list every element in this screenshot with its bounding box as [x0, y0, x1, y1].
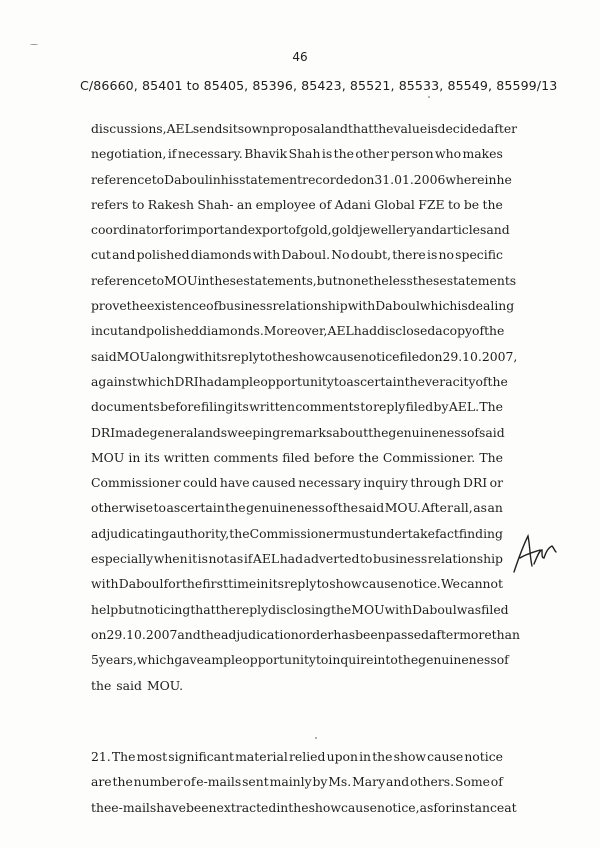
text-line: cut and polished diamonds with Daboul. No doubt, there is no specific: [91, 247, 503, 263]
text-line: discussions, AEL sends its own proposal and that the value is decided after: [91, 121, 518, 136]
text-line: are the number of e-mails sent mainly by Ms. Mary and others. Some of: [91, 774, 503, 790]
text-line: on 29.10.2007 and the adjudication order has been passed after more than: [91, 626, 520, 642]
text-line: the e-mails have been extracted in the show cause notice, as for instance at: [91, 799, 517, 815]
text-line: refers to Rakesh Shah- an employee of Adani Global FZE to be the: [91, 196, 503, 212]
text-line: reference to Daboul in his statement recorded on 31.01.2006 wherein he: [91, 171, 512, 187]
case-reference-header: C/86660, 85401 to 85405, 85396, 85423, 85521, 85533, 85549, 85599/13: [80, 78, 558, 93]
paragraph-20-continuation: [91, 116, 520, 698]
text-line: coordinator for import and export of gold, gold jewellery and articles and: [91, 222, 510, 238]
text-line: negotiation, if necessary. Bhavik Shah is the other person who makes: [91, 146, 503, 162]
text-line: DRI made general and sweeping remarks about the genuineness of said: [91, 424, 505, 440]
text-line: help but noticing that the reply disclosing the MOU with Daboul was filed: [91, 601, 509, 617]
text-line: in cut and polished diamonds. Moreover, AEL had disclosed a copy of the: [91, 323, 505, 339]
page-number: 46: [292, 50, 308, 64]
scan-speck: [315, 737, 317, 739]
text-line: documents before filing its written comments to reply filed by AEL. The: [91, 399, 503, 415]
text-line: against which DRI had ample opportunity to ascertain the veracity of the: [91, 373, 508, 389]
text-line: said MOU along with its reply to the show cause notice filed on 29.10.2007,: [91, 348, 518, 364]
signature-icon: [508, 528, 558, 576]
text-line: prove the existence of business relationship with Daboul which is dealing: [91, 298, 515, 314]
text-line: especially when it is not as if AEL had adverted to business relationship: [91, 551, 503, 567]
text-line: Commissioner could have caused necessary inquiry through DRI or: [91, 475, 503, 491]
text-line: the said MOU.: [91, 677, 184, 693]
text-line: adjudicating authority, the Commissioner must undertake fact finding: [91, 525, 503, 541]
text-line: 5 years, which gave ample opportunity to inquire into the genuineness of: [91, 652, 509, 668]
text-line: with Daboul for the first time in its reply to show cause notice. We cannot: [91, 576, 503, 592]
text-line: otherwise to ascertain the genuineness of the said MOU. After all, as an: [91, 500, 503, 516]
scan-speck: [428, 96, 430, 98]
text-line: 21. The most significant material relied upon in the show cause notice: [91, 749, 503, 764]
paragraph-21: [91, 744, 517, 820]
scan-speck: [30, 44, 38, 45]
text-line: MOU in its written comments filed before the Commissioner. The: [91, 449, 503, 465]
text-line: reference to MOU in these statements, but nonetheless these statements: [91, 272, 517, 288]
